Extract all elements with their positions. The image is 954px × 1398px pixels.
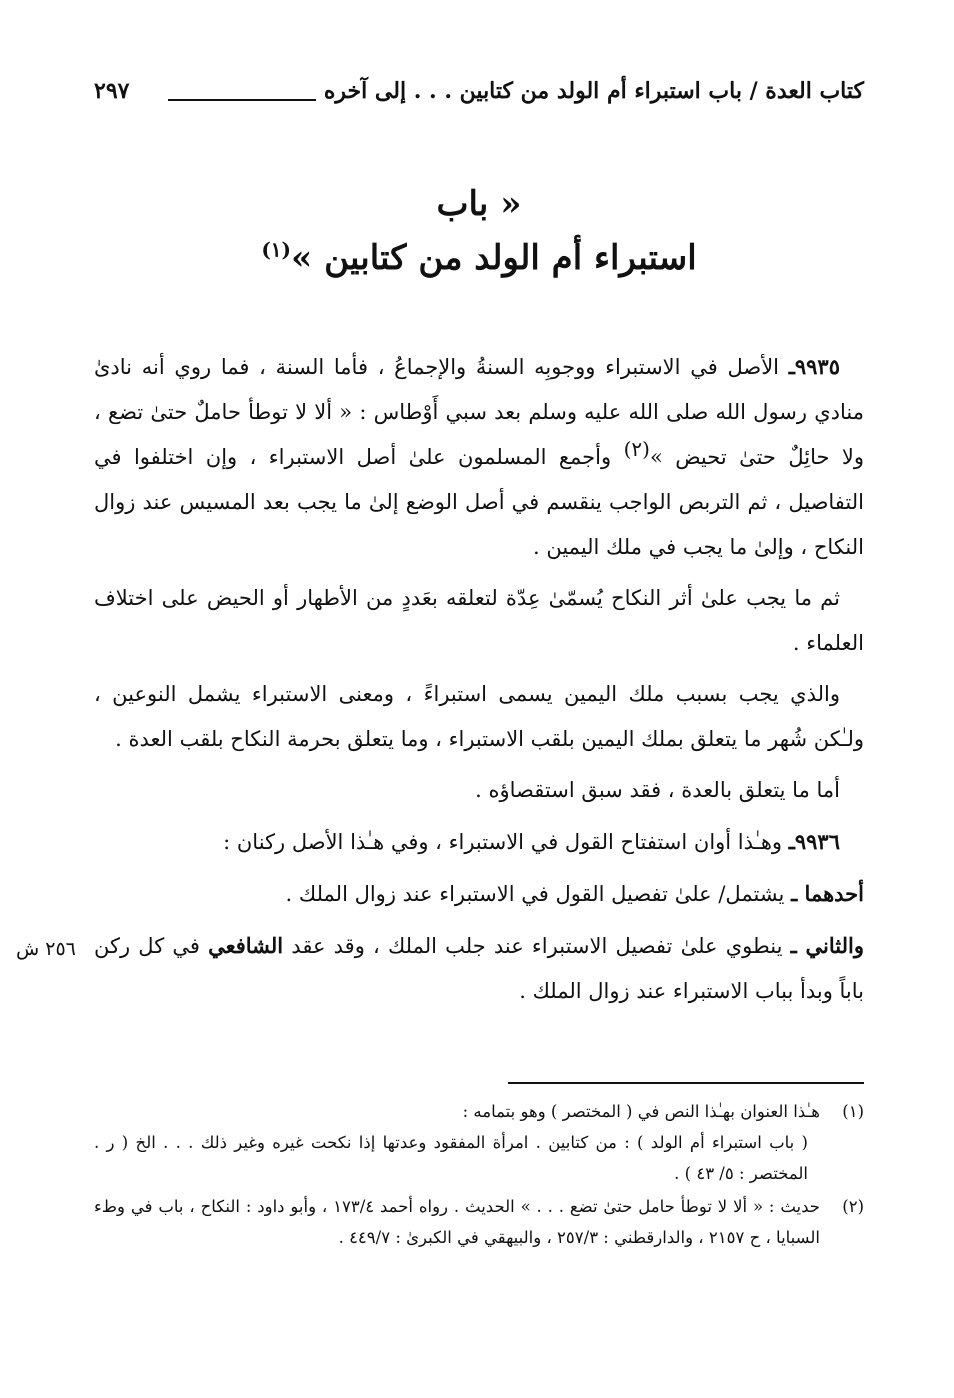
- footnote-number: (٢): [842, 1197, 864, 1216]
- paragraph-text: وأجمع المسلمون علىٰ أصل الاستبراء ، وإن اختلفوا في التفاصيل ، ثم التربص الواجب ينقسم في أصل الوضع إلىٰ ما يجب بعد المسيس عند زوال النكاح ، وإلىٰ ما يجب في ملك اليمين .: [94, 445, 864, 559]
- paragraph-text: في كل ركن باباً وبدأ بباب الاستبراء عند زوال الملك .: [94, 934, 864, 1003]
- paragraph-9935: [94, 344, 864, 570]
- paragraph-9936: [94, 819, 864, 865]
- footnote-text: هـٰذا العنوان بهـٰذا النص في ( المختصر ) وهو بتمامه :: [462, 1102, 820, 1121]
- chapter-heading-line2: [94, 230, 864, 286]
- chapter-heading-line1: « باب: [436, 184, 522, 224]
- footnote-ref-2[interactable]: (٢): [623, 437, 650, 461]
- paragraph-iddah: ثم ما يجب علىٰ أثر النكاح يُسمّىٰ عِدّة لتعلقه بعَددٍ من الأطهار أو الحيض على اختلاف العلماء .: [94, 586, 864, 655]
- paragraph-iddah-covered: أما ما يتعلق بالعدة ، فقد سبق استقصاؤه .: [475, 778, 840, 802]
- paragraph-number-9936: ٩٩٣٦ـ: [788, 829, 840, 854]
- footnote-number: (١): [842, 1102, 864, 1121]
- footnote-ref-1[interactable]: (١): [261, 237, 291, 262]
- footnote-text: حديث : « ألا لا توطأ حامل حتىٰ تضع . . . » الحديث . رواه أحمد ١٧٣/٤ ، وأبو داود : النكاح ، باب في وطء السبايا ، ح ٢١٥٧ ، والدارقطني : ٢٥٧/٣ ، والبيهقي في الكبرىٰ : ٤٤٩/٧ .: [94, 1197, 820, 1247]
- paragraph-number-9935: ٩٩٣٥ـ: [788, 354, 840, 379]
- running-title: كتاب العدة / باب استبراء أم الولد من كتابين . . . إلى آخره: [323, 78, 864, 104]
- paragraph-first-pillar: [94, 871, 864, 917]
- paragraph-istibra: والذي يجب بسبب ملك اليمين يسمى استبراءً ، ومعنى الاستبراء يشمل النوعين ، ولـٰكن شُهر ما يتعلق بملك اليمين بلقب الاستبراء ، وما يتعلق بحرمة النكاح بلقب العدة .: [94, 682, 864, 751]
- page-number: ٢٩٧: [94, 78, 130, 104]
- paragraph-second-pillar: [94, 923, 864, 1014]
- chapter-heading: [94, 178, 864, 286]
- paragraph-text: ينطوي علىٰ تفصيل الاستبراء عند جلب الملك ، وقد عقد: [283, 934, 791, 958]
- running-header: [94, 78, 864, 118]
- paragraph-text: وهـٰذا أوان استفتاح القول في الاستبراء ، وفي هـٰذا الأصل ركنان :: [223, 830, 789, 854]
- pillar-label-first: أحدهما ـ: [791, 881, 864, 906]
- footnotes: [94, 1096, 864, 1255]
- body-text: [94, 344, 864, 1020]
- footnote-rule: [508, 1082, 864, 1084]
- paragraph-text: الأصل في الاستبراء ووجوبِه السنةُ والإجماعُ ، فأما السنة ، فما روي أنه نادىٰ منادي رسول الله صلى الله عليه وسلم بعد سبي أَوْطاس : « ألا لا توطأ حاملٌ حتىٰ تضع ، ولا حائِلٌ حتىٰ تحيض »: [94, 355, 864, 469]
- manuscript-folio-note: ٢٥٦ ش: [16, 938, 76, 960]
- footnote-2: [94, 1191, 864, 1253]
- pillar-label-second: والثاني ـ: [790, 933, 865, 958]
- header-rule: [168, 99, 316, 101]
- footnote-1: [94, 1096, 864, 1189]
- footnote-text: ( باب استبراء أم الولد ) : من كتابين . امرأة المفقود وعدتها إذا نكحت غيره وغير ذلك . . . الخ ( ر . المختصر : ٥/ ٤٣ ) .: [94, 1133, 808, 1183]
- chapter-title: استبراء أم الولد من كتابين »: [291, 238, 697, 278]
- paragraph-text: يشتمل/ علىٰ تفصيل القول في الاستبراء عند زوال الملك .: [285, 882, 792, 906]
- name-shafii: الشافعي: [208, 933, 284, 958]
